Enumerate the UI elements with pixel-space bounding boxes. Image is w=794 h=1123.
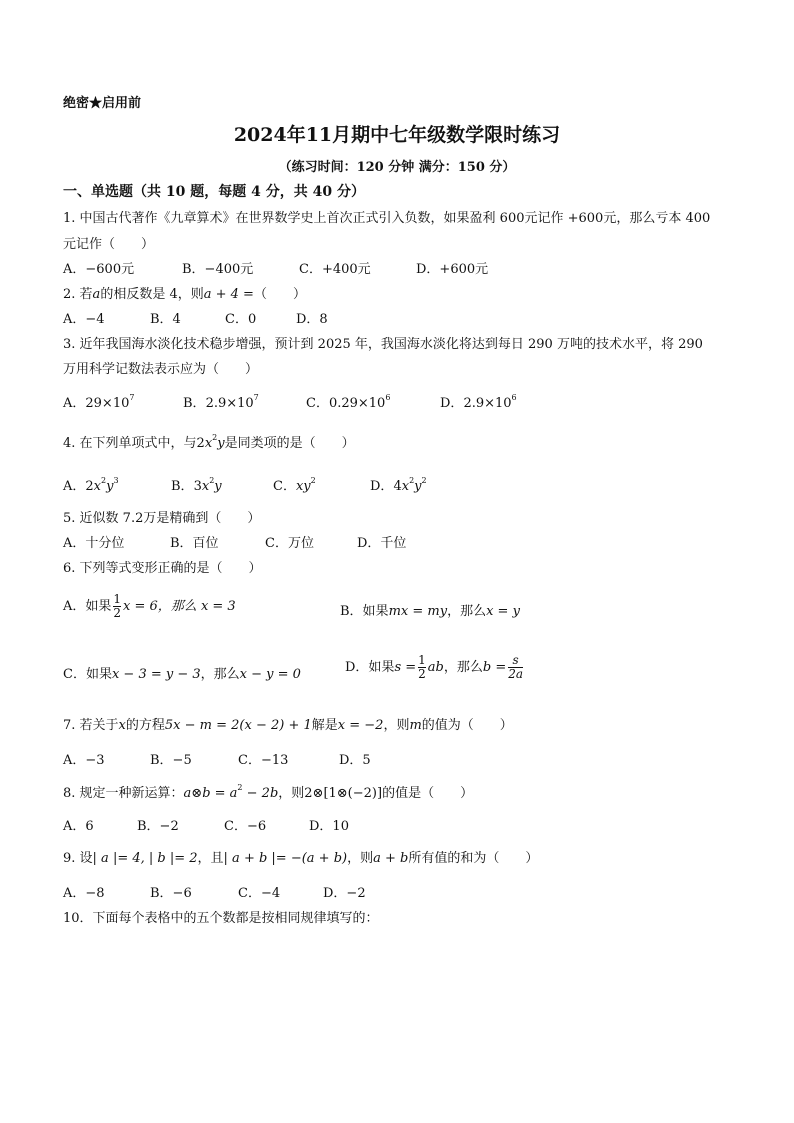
q6-c-text: ，那么 [200, 667, 240, 682]
question-1-line2: 元记作（ ） [63, 237, 155, 252]
q6-d-den: 2 [418, 667, 426, 681]
q2-expr: a + 4 = [203, 287, 254, 302]
q9-option-a: A．−8 [63, 886, 105, 901]
q5-option-a: A．十分位 [63, 536, 125, 551]
q4-option-b [171, 475, 222, 494]
q2-text: 2. 若 [63, 287, 93, 302]
q8-definition: − 2b [242, 786, 279, 801]
q7-option-d: D．5 [339, 753, 371, 768]
q6-a-text: A．如果 [63, 599, 112, 614]
q2-text: 的相反数是 4，则 [100, 287, 204, 302]
q4-b-x: x [201, 479, 210, 494]
q3-b-base: 2.9×10 [205, 396, 254, 411]
q6-c-eq: x − 3 = y − 3 [111, 667, 201, 682]
q9-condition2: | a + b |= −(a + b) [223, 851, 348, 866]
q4-x: x [204, 436, 213, 451]
q4-b-label: B． [171, 479, 194, 494]
q5-option-c: C．万位 [265, 536, 314, 551]
q3-d-label: D． [440, 396, 464, 411]
q8-expr: 2⊗[1⊗(−2)] [304, 786, 383, 801]
q7-m: m [409, 718, 422, 733]
q3-option-b [183, 392, 259, 411]
q1-option-c: C．+400元 [299, 262, 371, 277]
q6-option-b [340, 600, 520, 619]
q8-option-b: B．−2 [137, 819, 179, 834]
q8-text: ，则 [278, 786, 305, 801]
q7-option-c: C．−13 [238, 753, 289, 768]
q9-option-b: B．−6 [150, 886, 192, 901]
q7-option-a: A．−3 [63, 753, 105, 768]
q9-condition: | a |= 4, | b |= 2 [92, 851, 198, 866]
q4-d-e2: 2 [421, 476, 427, 485]
q6-option-a [63, 593, 236, 620]
q4-d-e1: 2 [409, 476, 415, 485]
q7-x: x [118, 718, 126, 733]
question-1-line1: 1. 中国古代著作《九章算术》在世界数学史上首次正式引入负数，如果盈利 600元记作 +600元，那么亏本 400 [63, 211, 711, 226]
question-2 [63, 283, 306, 302]
question-10: 10．下面每个表格中的五个数都是按相同规律填写的： [63, 911, 379, 926]
q4-d-coef: 4 [393, 479, 402, 494]
question-4 [63, 432, 355, 451]
q4-a-coef: 2 [85, 479, 94, 494]
q7-equation: 5x − m = 2(x − 2) + 1 [164, 718, 312, 733]
confidential-label: 绝密★启用前 [63, 96, 142, 111]
q3-d-exp: 6 [511, 393, 517, 402]
question-7 [63, 714, 513, 733]
q6-d-den2: 2a [508, 667, 524, 681]
q3-option-d [440, 392, 517, 411]
q4-a-label: A． [63, 479, 86, 494]
q4-coef: 2 [196, 436, 205, 451]
q6-c-text: C．如果 [63, 667, 112, 682]
q6-d-ab: ab [427, 660, 444, 675]
q4-y: y [217, 436, 225, 451]
q3-d-base: 2.9×10 [463, 396, 512, 411]
q4-a-y: y [106, 479, 114, 494]
q5-option-b: B．百位 [170, 536, 219, 551]
q8-option-c: C．−6 [224, 819, 267, 834]
q4-b-coef: 3 [193, 479, 202, 494]
question-5: 5. 近似数 7.2万是精确到（ ） [63, 511, 261, 526]
q4-text: 是同类项的是（ ） [224, 436, 355, 451]
q7-text: 解是 [311, 718, 338, 733]
exam-info: （练习时间：120 分钟 满分：150 分） [278, 160, 516, 175]
q8-exp: 2 [237, 783, 243, 792]
q1-option-d: D．+600元 [416, 262, 489, 277]
q6-b-text: ，那么 [447, 604, 487, 619]
q4-b-e1: 2 [209, 476, 215, 485]
q1-option-b: B．−400元 [182, 262, 254, 277]
q4-a-x: x [93, 479, 102, 494]
q6-d-result: b = [482, 660, 507, 675]
q6-d-num: 1 [418, 653, 426, 667]
q7-text: 的方程 [125, 718, 165, 733]
q3-c-label: C． [306, 396, 329, 411]
q6-a-num: 1 [113, 592, 122, 606]
q6-a-fraction [113, 593, 121, 620]
q4-d-label: D． [370, 479, 394, 494]
q6-d-fraction [418, 654, 426, 681]
q6-option-d [345, 654, 525, 681]
q7-solution: x = −2 [337, 718, 384, 733]
q6-b-eq: mx = my [388, 604, 448, 619]
q9-text: 9. 设 [63, 851, 93, 866]
question-3-line1: 3. 近年我国海水淡化技术稳步增强，预计到 2025 年，我国海水淡化将达到每日 290 万吨的技术水平，将 290 [63, 337, 703, 352]
q3-c-base: 0.29×10 [328, 396, 386, 411]
q3-b-label: B． [183, 396, 206, 411]
q3-a-base: 29×10 [85, 396, 130, 411]
q6-d-lhs: s = [394, 660, 417, 675]
q2-option-d: D．8 [296, 312, 328, 327]
q4-option-a [63, 475, 119, 494]
q6-option-c [63, 663, 301, 682]
q2-var: a [92, 287, 101, 302]
q2-option-c: C．0 [225, 312, 257, 327]
q4-text: 4. 在下列单项式中，与 [63, 436, 197, 451]
q4-xexp: 2 [212, 433, 218, 442]
q8-option-d: D．10 [309, 819, 349, 834]
question-3-line2: 万用科学记数法表示应为（ ） [63, 362, 259, 377]
page-title: 2024年11月期中七年级数学限时练习 [233, 124, 561, 146]
q9-option-c: C．−4 [238, 886, 281, 901]
q9-text: ，且 [197, 851, 224, 866]
q9-text: ，则 [347, 851, 374, 866]
q4-option-d [370, 475, 427, 494]
question-8 [63, 782, 473, 801]
q6-c-result: x − y = 0 [239, 667, 301, 682]
q2-option-a: A．−4 [63, 312, 105, 327]
q8-text: 8. 规定一种新运算： [63, 786, 184, 801]
question-9 [63, 847, 538, 866]
q9-text: 所有值的和为（ ） [408, 851, 539, 866]
q4-d-x: x [401, 479, 410, 494]
q3-a-exp: 7 [129, 393, 135, 402]
q4-c-x: x [295, 479, 304, 494]
q7-text: ，则 [383, 718, 410, 733]
q3-option-a [63, 392, 134, 411]
q4-c-label: C． [273, 479, 296, 494]
q3-a-label: A． [63, 396, 86, 411]
q7-text: 的值为（ ） [421, 718, 513, 733]
q4-a-e2: 3 [113, 476, 119, 485]
q3-b-exp: 7 [253, 393, 259, 402]
q6-d-fraction2 [508, 654, 523, 681]
q5-option-d: D．千位 [357, 536, 407, 551]
q1-option-a: A．−600元 [63, 262, 135, 277]
q2-option-b: B．4 [150, 312, 181, 327]
q8-option-a: A．6 [63, 819, 94, 834]
q8-text: 的值是（ ） [382, 786, 474, 801]
q7-text: 7. 若关于 [63, 718, 119, 733]
q6-d-text: D．如果 [345, 660, 395, 675]
section-heading: 一、单选题（共 10 题，每题 4 分，共 40 分） [63, 184, 365, 200]
q7-option-b: B．−5 [150, 753, 192, 768]
q6-a-text: x = 6，那么 [123, 599, 197, 614]
q6-b-text: B．如果 [340, 604, 389, 619]
q6-d-num2: s [512, 653, 519, 667]
q4-b-y: y [214, 479, 222, 494]
q3-option-c [306, 392, 390, 411]
q8-definition: a⊗b = a [183, 786, 238, 801]
q6-a-result: x = 3 [200, 599, 236, 614]
q9-expr: a + b [373, 851, 409, 866]
q4-c-e2: 2 [310, 476, 316, 485]
q3-c-exp: 6 [385, 393, 391, 402]
q6-d-text: ，那么 [443, 660, 483, 675]
q6-b-result: x = y [486, 604, 520, 619]
q4-a-e1: 2 [101, 476, 107, 485]
q6-a-den: 2 [113, 606, 122, 620]
q4-option-c [273, 475, 316, 494]
question-6: 6. 下列等式变形正确的是（ ） [63, 561, 262, 576]
q2-text: （ ） [253, 287, 306, 302]
q4-d-y: y [414, 479, 422, 494]
q4-c-y: y [303, 479, 311, 494]
q9-option-d: D．−2 [323, 886, 366, 901]
